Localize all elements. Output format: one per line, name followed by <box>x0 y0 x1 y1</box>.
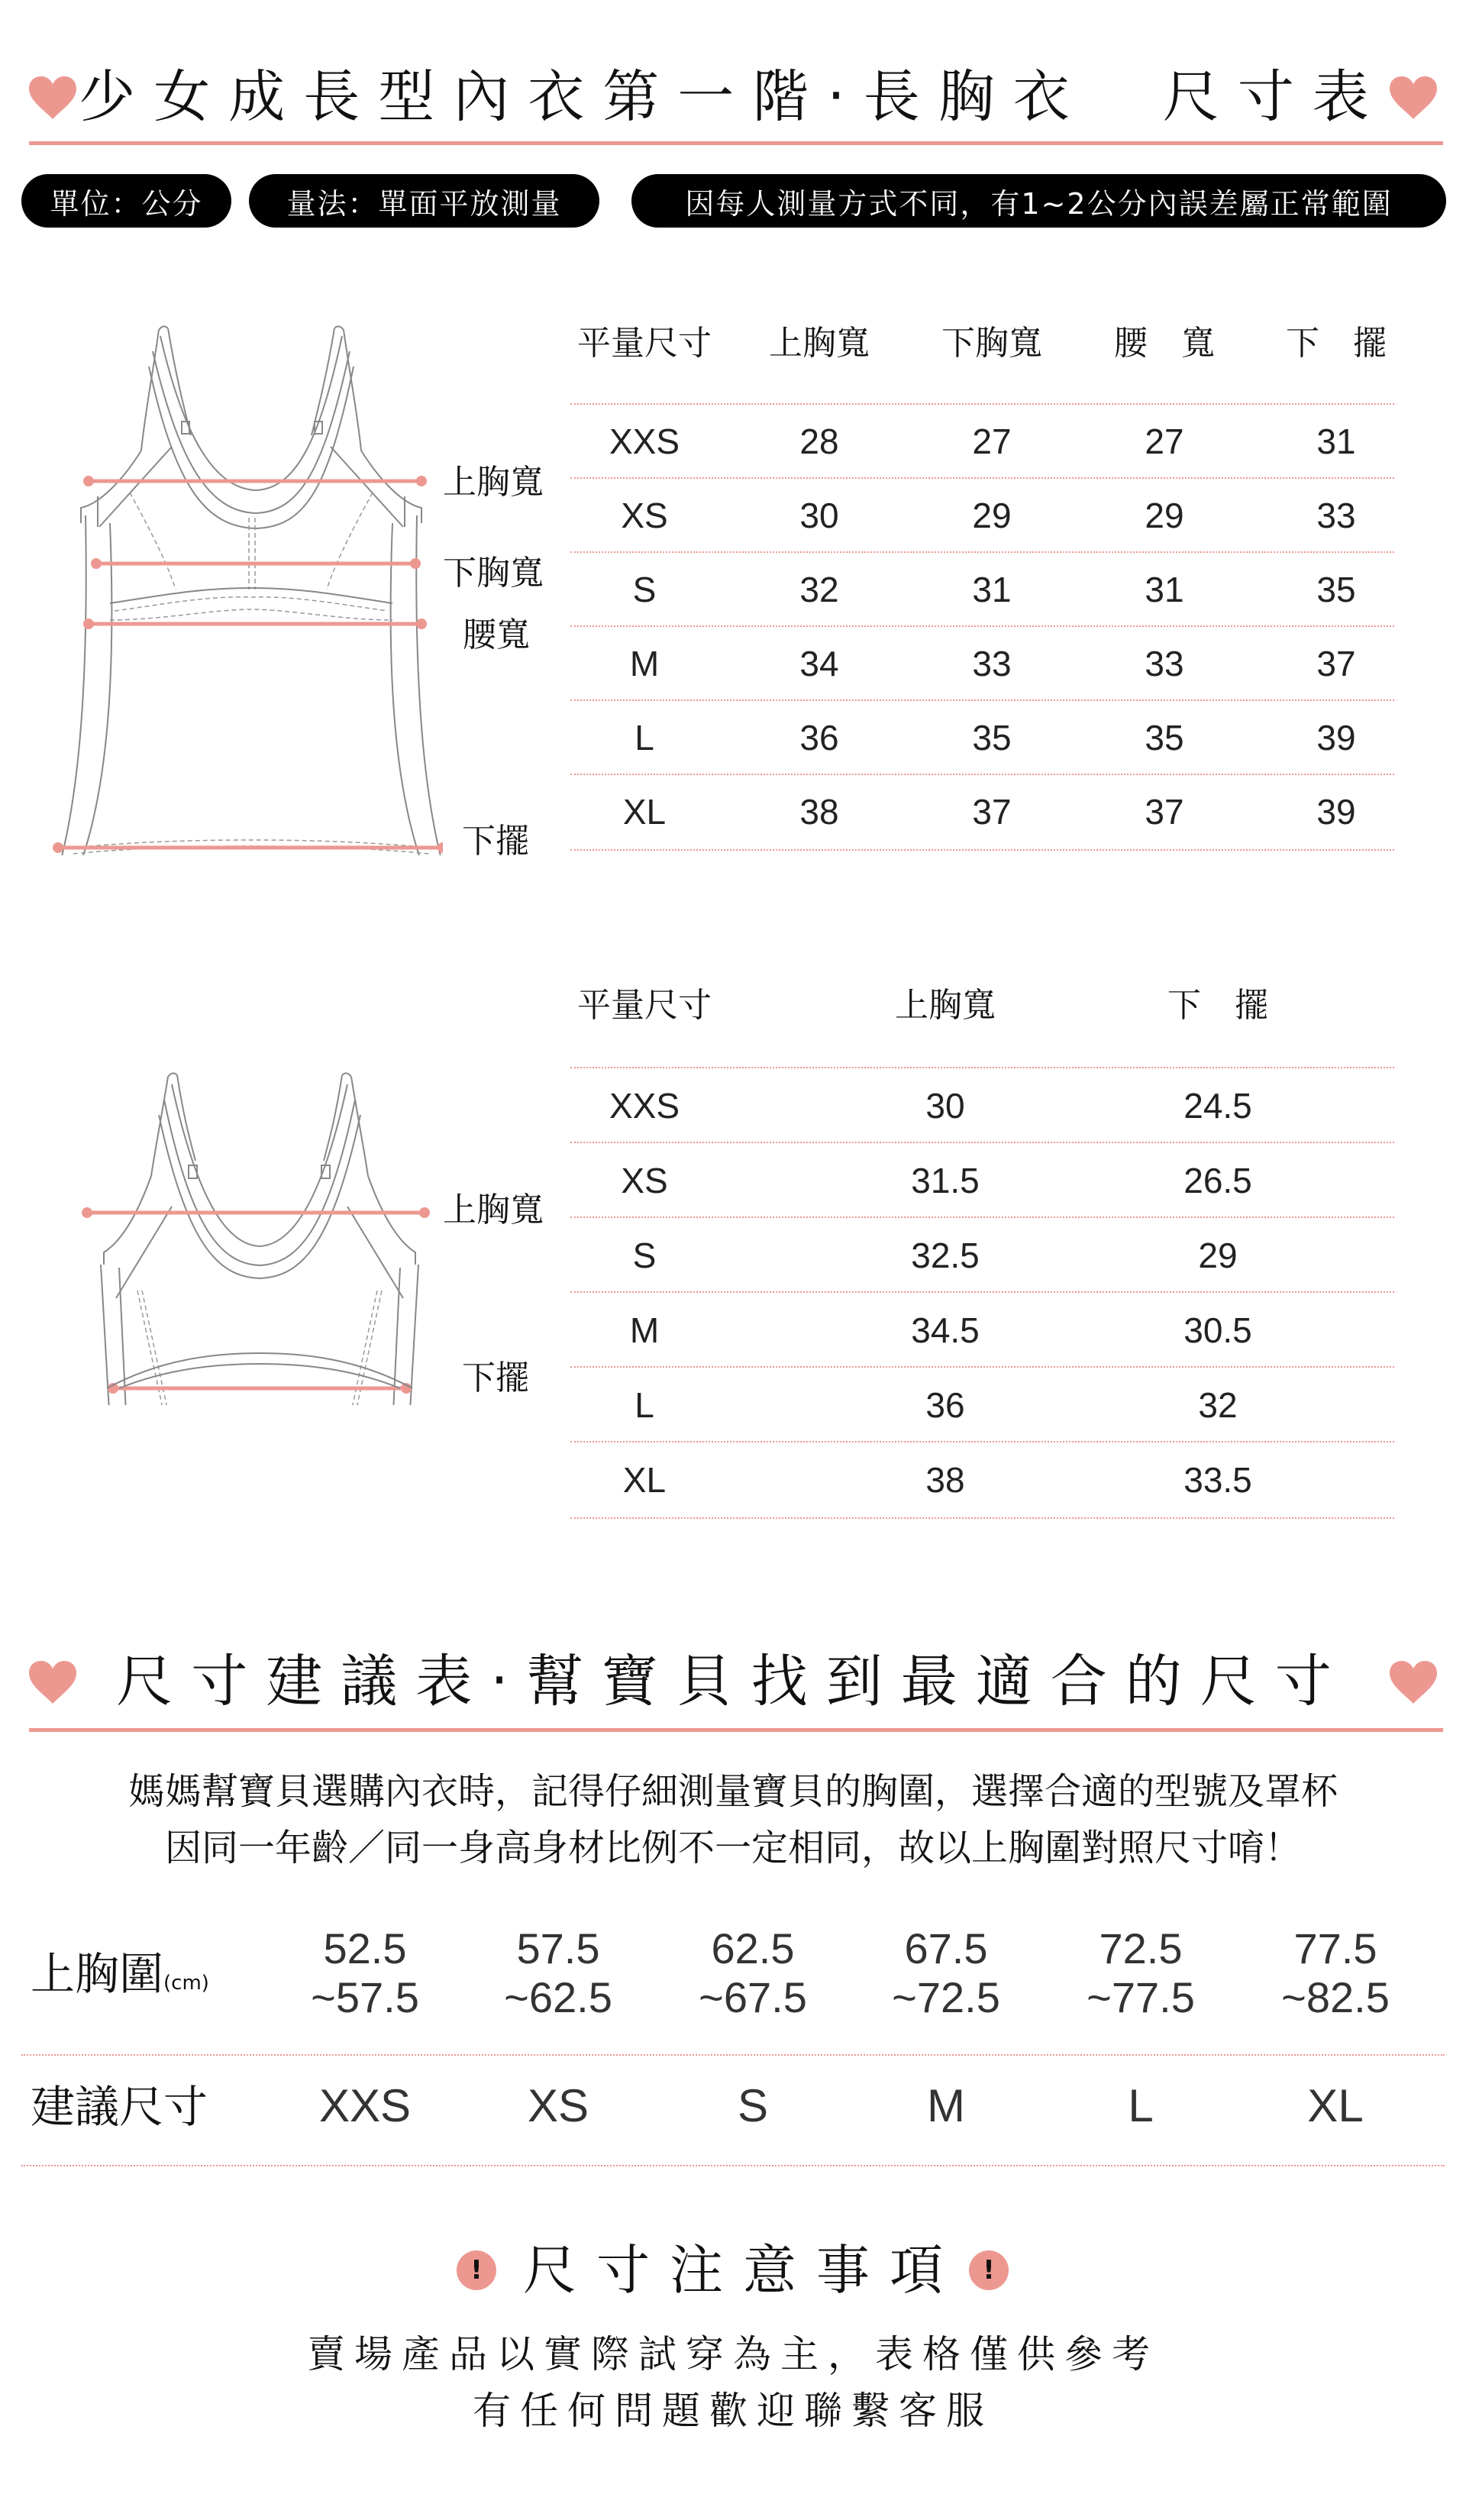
cell-waist: 31 <box>1145 570 1184 609</box>
label-upper-chest: 上胸寬 <box>443 463 544 502</box>
cell-size: S <box>632 570 657 609</box>
range-to: ~62.5 <box>504 1973 612 2021</box>
recommend-divider <box>29 1728 1443 1732</box>
cell-under-chest: 27 <box>972 422 1012 461</box>
cell-under-chest: 37 <box>972 792 1012 832</box>
recommended-size: S <box>737 2080 769 2131</box>
intro-line-2: 因同一年齡／同一身高身材比例不一定相同，故以上胸圍對照尺寸唷！ <box>164 1827 1301 1869</box>
cell-upper-chest: 31.5 <box>911 1161 980 1200</box>
recommended-size: L <box>1128 2080 1154 2131</box>
table-header <box>570 983 1394 1029</box>
cell-waist: 37 <box>1145 792 1184 832</box>
cell-under-chest: 31 <box>972 570 1012 609</box>
cell-waist: 27 <box>1145 422 1184 461</box>
cell-hem: 37 <box>1316 644 1356 683</box>
range-to: ~72.5 <box>892 1973 1000 2021</box>
cell-hem: 39 <box>1316 718 1356 758</box>
cell-upper-chest: 32 <box>799 570 839 609</box>
chest-range <box>1087 1924 1195 2022</box>
range-from: 77.5 <box>1293 1924 1377 1972</box>
table-row <box>570 1291 1394 1368</box>
range-from: 57.5 <box>516 1924 600 1972</box>
cell-upper-chest: 36 <box>925 1385 965 1425</box>
page-title: 少女成長型內衣第一階‧長胸衣 尺寸表 <box>79 64 1387 130</box>
col-header-hem: 下 擺 <box>1286 324 1387 363</box>
cell-waist: 29 <box>1145 496 1184 535</box>
cell-hem: 24.5 <box>1183 1086 1252 1126</box>
chest-range <box>699 1924 807 2022</box>
divider <box>21 2054 1445 2056</box>
exclamation-icon: ! <box>457 2250 496 2290</box>
divider <box>21 2165 1445 2166</box>
short-top-size-table <box>570 983 1394 1517</box>
cell-size: XXS <box>609 1086 680 1126</box>
chest-label <box>31 1948 209 2000</box>
cell-hem: 39 <box>1316 792 1356 832</box>
recommend-title: 尺寸建議表‧幫寶貝找到最適合的尺寸 <box>116 1649 1350 1714</box>
chest-unit: (cm) <box>163 1972 209 1995</box>
chest-range <box>504 1924 612 2022</box>
chest-range <box>311 1924 419 2022</box>
cell-under-chest: 29 <box>972 496 1012 535</box>
cell-size: S <box>632 1236 657 1275</box>
label-waist: 腰寬 <box>463 615 530 654</box>
cell-waist: 35 <box>1145 718 1184 758</box>
range-from: 62.5 <box>711 1924 795 1972</box>
cell-size: L <box>635 718 654 758</box>
cell-hem: 26.5 <box>1183 1161 1252 1200</box>
cell-upper-chest: 34 <box>799 644 839 683</box>
cell-upper-chest: 28 <box>799 422 839 461</box>
table-row <box>570 403 1394 479</box>
col-header-waist: 腰 寬 <box>1114 324 1215 363</box>
recommended-size: M <box>927 2080 965 2131</box>
exclamation-icon: ! <box>969 2250 1009 2290</box>
table-row <box>570 774 1394 851</box>
cell-hem: 33.5 <box>1183 1460 1252 1500</box>
cell-size: XL <box>622 792 667 832</box>
table-row <box>570 1142 1394 1218</box>
cell-size: XXS <box>609 422 680 461</box>
unit-badge: 單位：公分 <box>21 174 231 228</box>
col-header-size: 平量尺寸 <box>577 986 712 1025</box>
size-label: 建議尺寸 <box>31 2081 208 2133</box>
heart-icon <box>1390 76 1437 119</box>
cell-upper-chest: 30 <box>799 496 839 535</box>
table-row <box>570 477 1394 553</box>
range-to: ~82.5 <box>1281 1973 1390 2021</box>
chest-label-text: 上胸圍 <box>31 1948 164 2000</box>
table-row <box>570 1366 1394 1443</box>
recommended-size: XXS <box>318 2080 412 2131</box>
cell-size: XS <box>621 496 668 535</box>
notice-line-1: 賣場產品以實際試穿為主，表格僅供參考 <box>307 2332 1159 2376</box>
label-hem: 下擺 <box>462 822 529 861</box>
cell-hem: 32 <box>1198 1385 1238 1425</box>
col-header-upper-chest: 上胸寬 <box>895 986 996 1025</box>
chest-range <box>892 1924 1000 2022</box>
col-header-upper-chest: 上胸寬 <box>769 324 870 363</box>
cell-waist: 33 <box>1145 644 1184 683</box>
recommended-size: XL <box>1307 2080 1364 2131</box>
cell-size: XS <box>621 1161 668 1200</box>
cell-size: L <box>635 1385 654 1425</box>
tolerance-badge: 因每人測量方式不同，有1~2公分內誤差屬正常範圍 <box>631 174 1446 228</box>
cell-hem: 33 <box>1316 496 1356 535</box>
long-top-diagram <box>46 321 443 855</box>
cell-hem: 31 <box>1316 422 1356 461</box>
long-top-size-table <box>570 321 1394 849</box>
recommended-size: XS <box>527 2080 589 2131</box>
range-from: 52.5 <box>323 1924 407 1972</box>
range-from: 72.5 <box>1099 1924 1183 1972</box>
notice-line-2: 有任何問題歡迎聯繫客服 <box>473 2389 993 2433</box>
col-header-under-chest: 下胸寬 <box>941 324 1042 363</box>
range-to: ~67.5 <box>699 1973 807 2021</box>
range-to: ~57.5 <box>311 1973 419 2021</box>
col-header-size: 平量尺寸 <box>577 324 712 363</box>
cell-size: XL <box>622 1460 667 1500</box>
label-hem: 下擺 <box>462 1359 529 1397</box>
table-row <box>570 1067 1394 1143</box>
cell-upper-chest: 38 <box>925 1460 965 1500</box>
range-from: 67.5 <box>904 1924 988 1972</box>
table-header <box>570 321 1394 367</box>
cell-size: M <box>629 1310 660 1350</box>
heart-icon <box>1390 1661 1437 1704</box>
col-header-hem: 下 擺 <box>1167 986 1268 1025</box>
cell-upper-chest: 38 <box>799 792 839 832</box>
cell-hem: 30.5 <box>1183 1310 1252 1350</box>
short-top-measures <box>76 1069 443 1405</box>
label-under-chest: 下胸寬 <box>443 554 544 593</box>
cell-upper-chest: 30 <box>925 1086 965 1126</box>
cell-under-chest: 33 <box>972 644 1012 683</box>
table-row <box>570 551 1394 627</box>
cell-hem: 35 <box>1316 570 1356 609</box>
table-row <box>570 699 1394 775</box>
cell-size: M <box>629 644 660 683</box>
method-badge: 量法：單面平放測量 <box>249 174 599 228</box>
table-row <box>570 625 1394 701</box>
chest-range <box>1281 1924 1390 2022</box>
cell-under-chest: 35 <box>972 718 1012 758</box>
title-divider <box>29 141 1443 145</box>
label-upper-chest: 上胸寬 <box>443 1191 544 1229</box>
cell-upper-chest: 32.5 <box>911 1236 980 1275</box>
cell-upper-chest: 36 <box>799 718 839 758</box>
cell-upper-chest: 34.5 <box>911 1310 980 1350</box>
range-to: ~77.5 <box>1087 1973 1195 2021</box>
notice-title: 尺寸注意事項 <box>523 2239 963 2302</box>
table-row <box>570 1441 1394 1519</box>
cell-hem: 29 <box>1198 1236 1238 1275</box>
intro-line-1: 媽媽幫寶貝選購內衣時，記得仔細測量寶貝的胸圍，選擇合適的型號及罩杯 <box>128 1770 1338 1813</box>
table-row <box>570 1216 1394 1293</box>
